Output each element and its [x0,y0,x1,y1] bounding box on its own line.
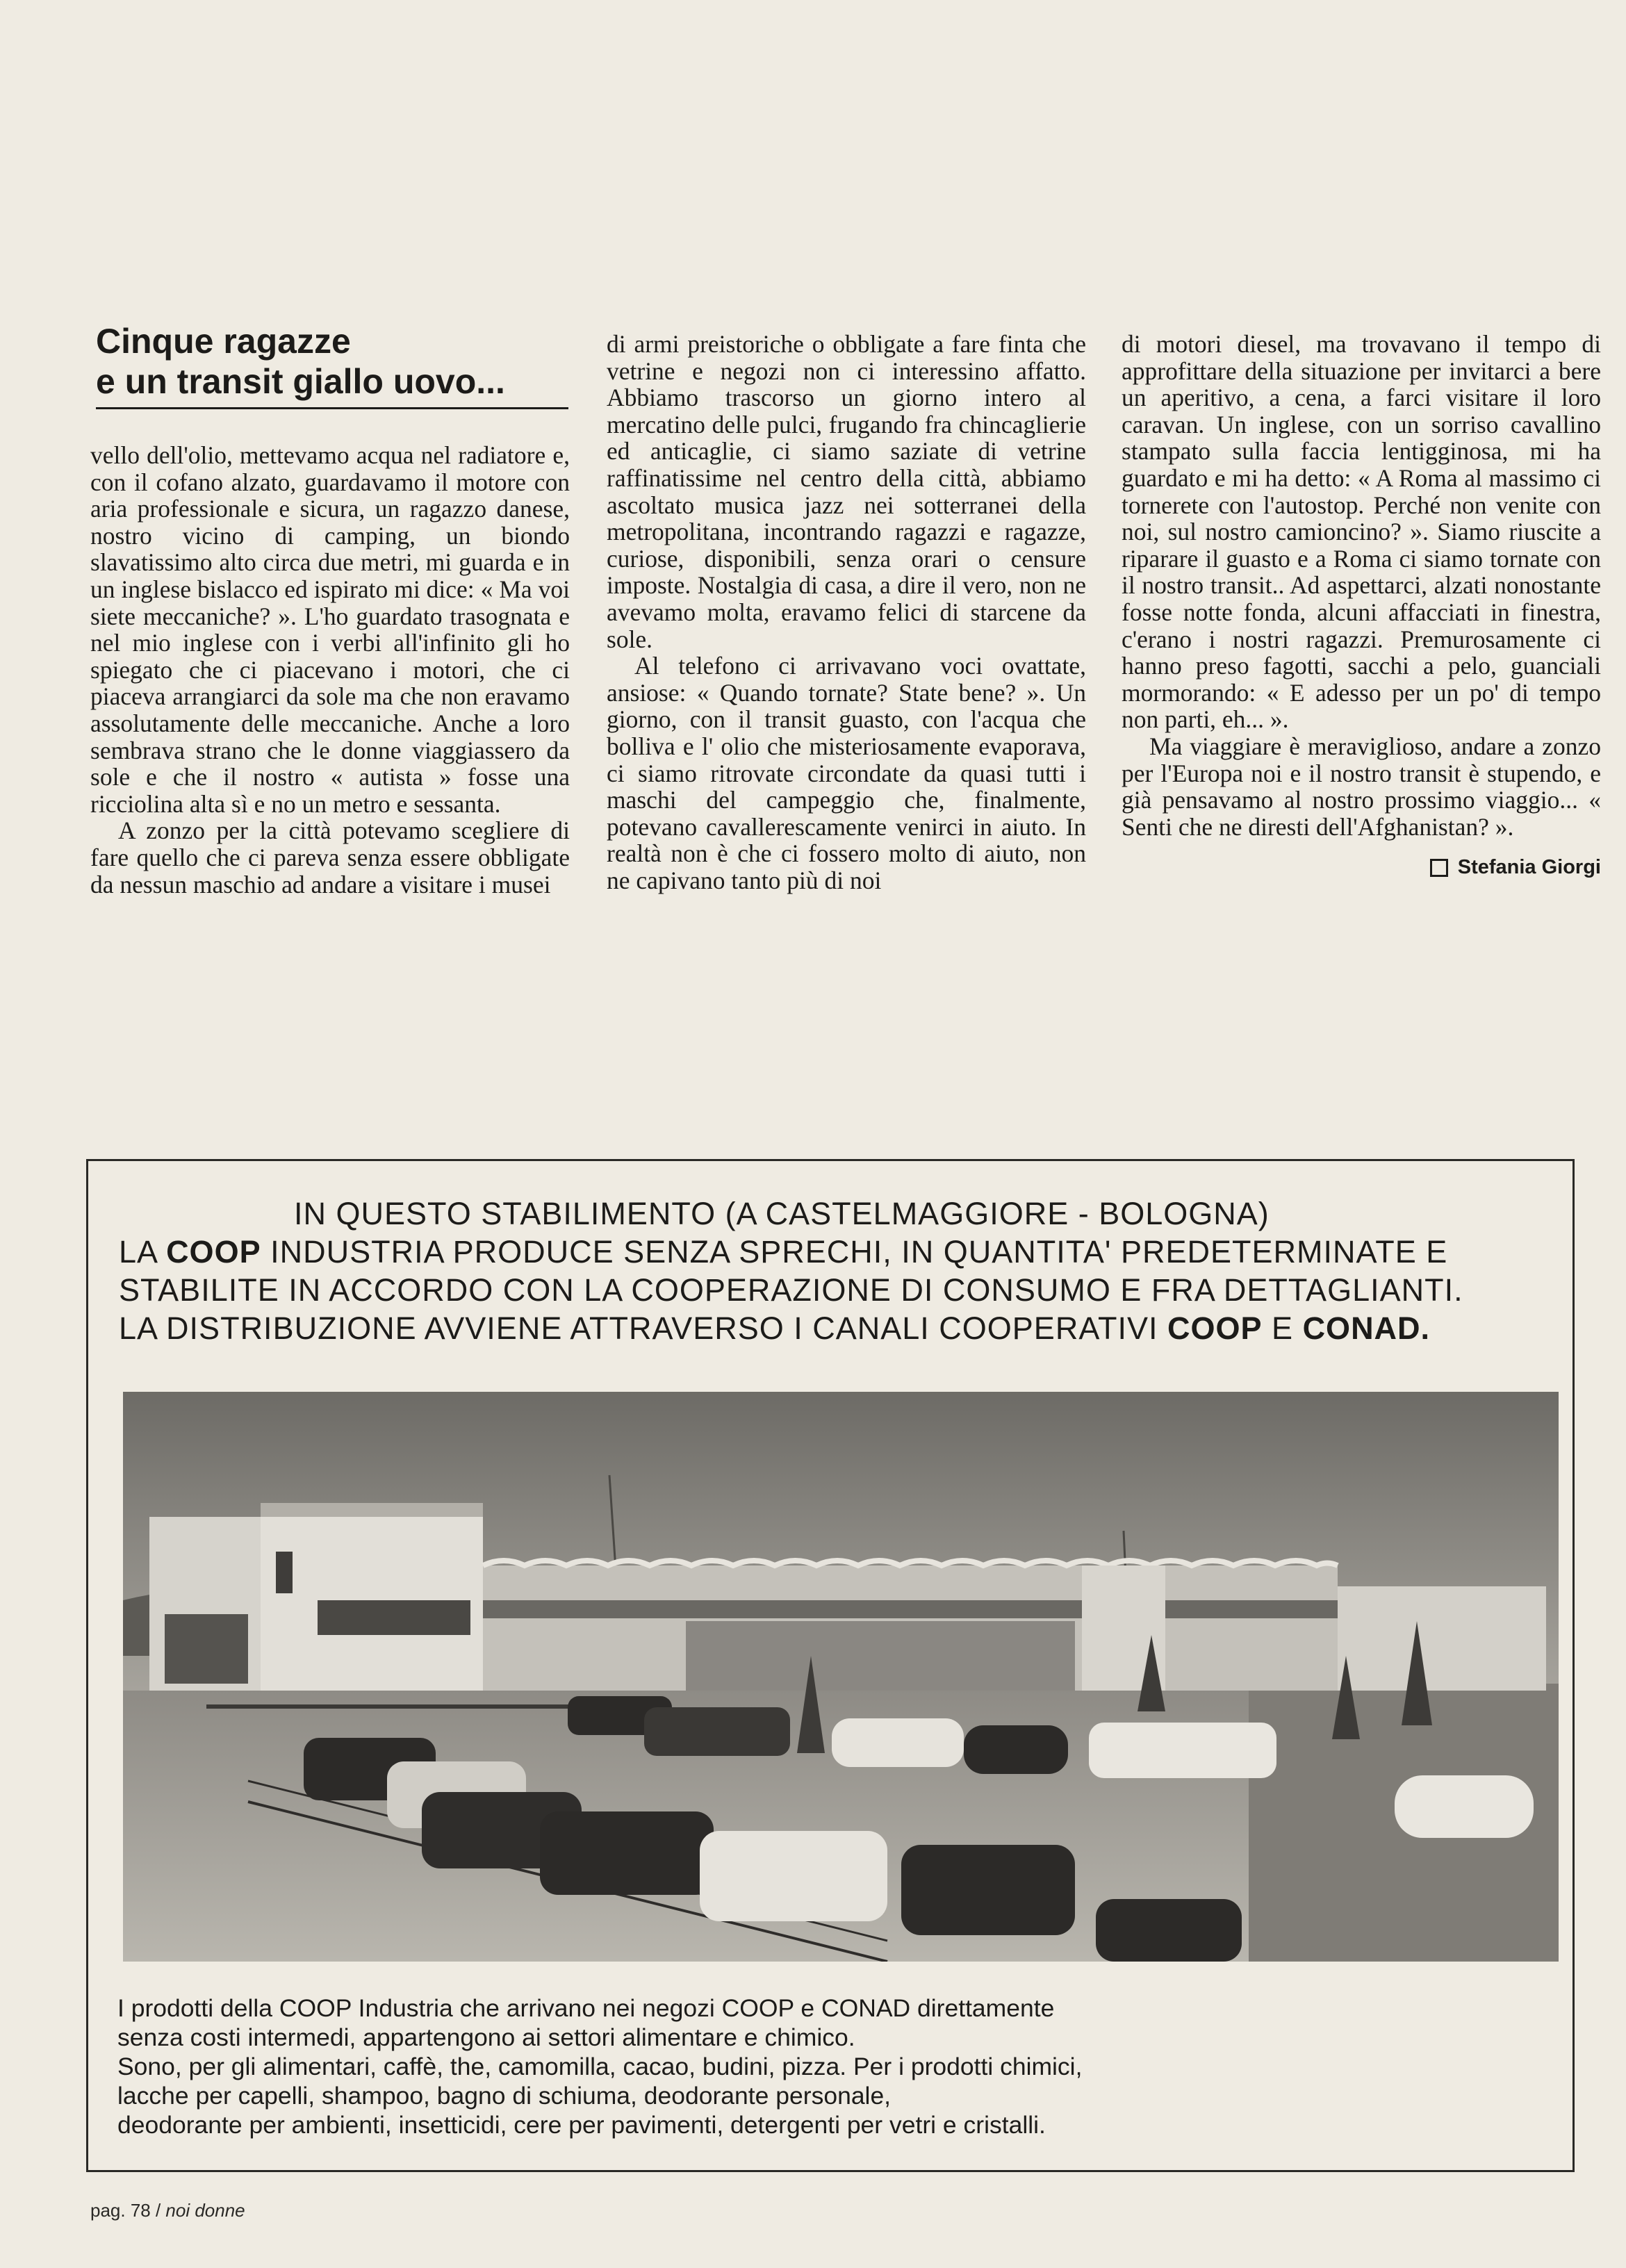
ad-text: INDUSTRIA PRODUCE SENZA SPRECHI, IN QUANTITA' PREDETERMINATE E [261,1234,1448,1269]
ad-headline-line-4 [119,1309,1550,1347]
coop-brand: COOP [1167,1310,1263,1346]
conad-brand: CONAD. [1302,1310,1431,1346]
magazine-name: noi donne [165,2200,245,2221]
headline-rule [96,407,568,409]
ad-headline [119,1194,1550,1347]
coop-brand: COOP [166,1234,261,1269]
factory-photo [123,1392,1559,1962]
ad-headline-line-3: STABILITE IN ACCORDO CON LA COOPERAZIONE DI CONSUMO E FRA DETTAGLIANTI. [119,1272,1463,1308]
factory-photo-illustration [123,1392,1559,1962]
page-number: pag. 78 / [90,2200,166,2221]
author-name: Stefania Giorgi [1457,856,1601,879]
paragraph: A zonzo per la città potevamo scegliere di fare quello che ci pareva senza essere obbligate da nessun maschio ad andare a visitare i musei [90,816,570,898]
page-folio [90,2200,245,2221]
paragraph: Al telefono ci arrivavano voci ovattate, ansiose: « Quando tornate? State bene? ». Un giorno, con il transit guasto, con l'acqua che bolliva e l' olio che misteriosamente evaporava, ci siamo ritrovate circondate da quasi tutti i maschi del campeggio che, finalmente, potevano cavallerescamente venirci in aiuto. In realtà non è che ci fossero molto di aiuto, non ne capivano tanto più di noi [607,652,1086,894]
article-column-1 [90,442,570,898]
ad-headline-line-2 [119,1233,1550,1271]
paragraph: di motori diesel, ma trovavano il tempo di approfittare della situazione per invitarci a bere un aperitivo, a cena, a farci visitare il loro caravan. Un inglese, con un sorriso cavallino stampato sulla faccia lentigginosa, mi ha guardato e mi ha detto: « A Roma al massimo ci tornerete con l'autostop. Perché non venite con noi, sul nostro camioncino? ». Siamo riuscite a riparare il guasto e a Roma ci siamo tornate con il nostro transit.. Ad aspettarci, alzati nonostante fosse notte fonda, alcuni affacciati in finestra, c'erano i nostri ragazzi. Premurosamente ci hanno preso fagotti, sacchi a pelo, guanciali mormorando: « E adesso per un po' di tempo non parti, eh... ». [1122,330,1601,734]
paragraph: Ma viaggiare è meraviglioso, andare a zonzo per l'Europa noi e il nostro transit è stupendo, e già pensavamo al nostro prossimo viaggio... « Senti che ne diresti dell'Afghanistan? ». [1122,732,1601,841]
article-column-2 [607,331,1086,894]
ad-body-line: lacche per capelli, shampoo, bagno di schiuma, deodorante personale, [117,2082,892,2110]
ad-body-line: I prodotti della COOP Industria che arrivano nei negozi COOP e CONAD direttamente [117,1994,1055,2022]
article-headline [96,321,568,402]
author-signature [1122,854,1601,881]
ad-body-line: senza costi intermedi, appartengono ai settori alimentare e chimico. [117,2023,855,2051]
ad-text: LA [119,1234,167,1269]
paragraph: di armi preistoriche o obbligate a fare finta che vetrine e negozi non ci interessino affatto. Abbiamo trascorso un giorno intero al mercatino delle pulci, frugando fra chincaglierie ed anticaglie, ci siamo saziate di vetrine raffinatissime nel centro della città, abbiamo ascoltato musica jazz nei sotterranei della metropolitana, incontrando ragazzi e ragazze, curiose, disponibili, senza orari o censure imposte. Nostalgia di casa, a dire il vero, non ne avevamo molta, eravamo felici di starcene da sole. [607,330,1086,653]
article-column-3 [1122,331,1601,881]
coop-advertisement [86,1159,1575,2172]
headline-line-2: e un transit giallo uovo... [96,362,505,401]
end-mark-square-icon [1430,859,1448,877]
ad-headline-line-1: IN QUESTO STABILIMENTO (A CASTELMAGGIORE - BOLOGNA) [294,1196,1270,1231]
ad-text: LA DISTRIBUZIONE AVVIENE ATTRAVERSO I CANALI COOPERATIVI [119,1310,1167,1346]
ad-body-text [117,1994,1563,2139]
ad-text: E [1262,1310,1303,1346]
ad-body-line: deodorante per ambienti, insetticidi, cere per pavimenti, detergenti per vetri e cristalli. [117,2111,1046,2139]
headline-line-1: Cinque ragazze [96,322,351,361]
ad-body-line: Sono, per gli alimentari, caffè, the, camomilla, cacao, budini, pizza. Per i prodotti chimici, [117,2053,1083,2080]
paragraph: vello dell'olio, mettevamo acqua nel radiatore e, con il cofano alzato, guardavamo il motore con aria professionale e sicura, un ragazzo danese, nostro vicino di camping, un biondo slavatissimo alto circa due metri, mi guarda e in un inglese bislacco ed ispirato mi dice: « Ma voi siete meccaniche? ». L'ho guardato trasognata e nel mio inglese con i verbi all'infinito gli ho spiegato che ci piacevano i motori, che ci piaceva arrangiarci da sole ma che non eravamo assolutamente delle meccaniche. Anche a loro sembrava strano che le donne viaggiassero da sole e che il nostro « autista » fosse una ricciolina alta sì e no un metro e sessanta. [90,441,570,818]
